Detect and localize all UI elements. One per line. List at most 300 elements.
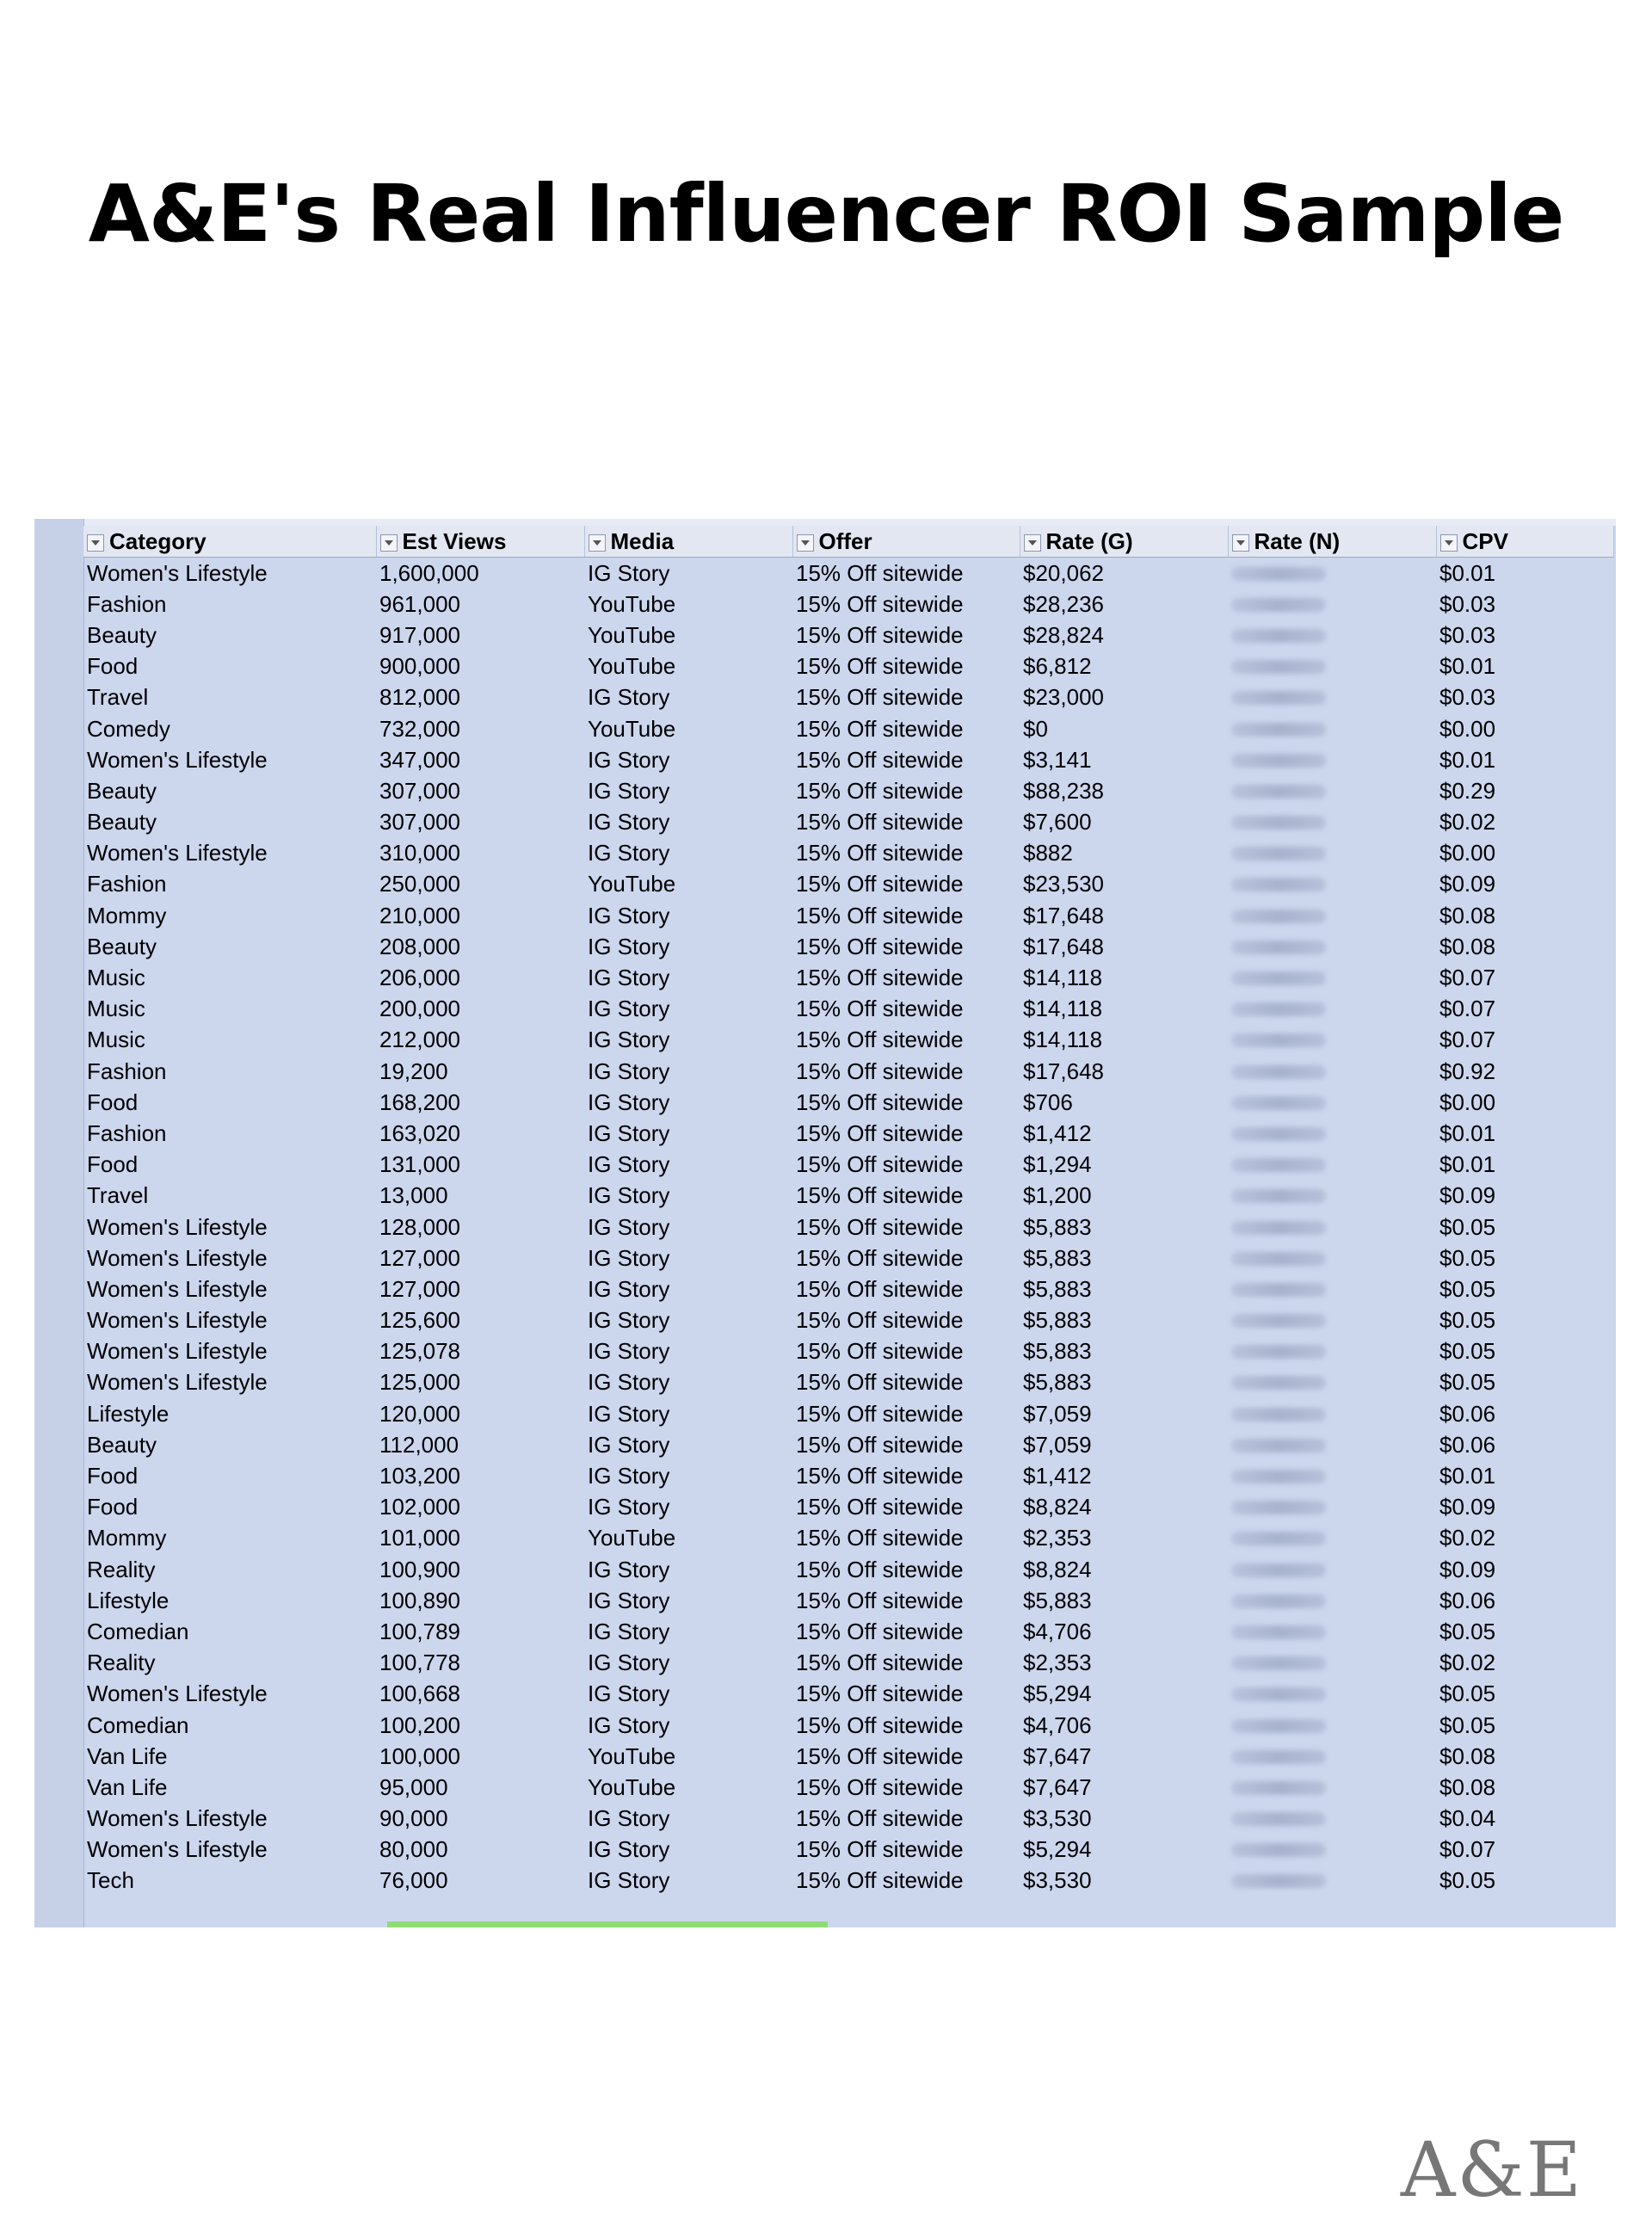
cell-rate-g: $14,118 <box>1023 965 1103 991</box>
redacted-value <box>1231 1532 1326 1545</box>
redacted-value <box>1231 1687 1326 1701</box>
column-header-media[interactable]: Media <box>584 526 792 558</box>
cell-category: Fashion <box>87 1058 167 1084</box>
cell-cpv: $0.08 <box>1439 902 1496 928</box>
cell-media: IG Story <box>588 1711 670 1738</box>
header-row <box>83 526 1613 558</box>
filter-dropdown-icon[interactable] <box>797 534 814 552</box>
cell-media: IG Story <box>588 1338 670 1365</box>
table-row <box>83 744 1613 775</box>
cell-media: IG Story <box>588 1307 670 1334</box>
column-header-rate-g[interactable]: Rate (G) <box>1020 526 1228 558</box>
cell-category: Women's Lifestyle <box>87 840 268 866</box>
redacted-value <box>1231 1656 1326 1670</box>
redacted-value <box>1231 1408 1326 1422</box>
redacted-value <box>1231 1002 1326 1016</box>
cell-est-views: 961,000 <box>379 590 460 617</box>
cell-offer: 15% Off sitewide <box>796 1773 964 1800</box>
cell-media: IG Story <box>588 840 670 866</box>
table-row <box>83 1523 1613 1554</box>
cell-cpv: $0.05 <box>1439 1711 1496 1738</box>
filter-dropdown-icon[interactable] <box>87 534 104 552</box>
cell-category: Food <box>87 1494 139 1520</box>
redacted-value <box>1231 1874 1326 1888</box>
table-row <box>83 1492 1613 1523</box>
cell-media: IG Story <box>588 1556 670 1582</box>
cell-category: Lifestyle <box>87 1400 170 1427</box>
cell-est-views: 125,078 <box>379 1338 460 1365</box>
cell-offer: 15% Off sitewide <box>796 902 964 928</box>
table-row <box>83 1087 1613 1118</box>
table-row <box>83 1118 1613 1149</box>
cell-offer: 15% Off sitewide <box>796 1618 964 1644</box>
cell-category: Beauty <box>87 809 157 836</box>
cell-media: IG Story <box>588 1587 670 1613</box>
cell-rate-n-redacted <box>1228 1460 1436 1491</box>
cell-rate-g: $5,883 <box>1023 1587 1092 1613</box>
cell-est-views: 80,000 <box>379 1836 448 1863</box>
cell-media: IG Story <box>588 1182 670 1209</box>
cell-category: Travel <box>87 684 149 711</box>
table-row <box>83 931 1613 962</box>
table-row <box>83 1181 1613 1212</box>
cell-rate-g: $7,059 <box>1023 1431 1092 1458</box>
cell-media: IG Story <box>588 684 670 711</box>
table-row <box>83 1710 1613 1741</box>
redacted-value <box>1231 723 1326 737</box>
cell-cpv: $0.05 <box>1439 1307 1496 1334</box>
cell-cpv: $0.00 <box>1439 1088 1496 1115</box>
cell-rate-n-redacted <box>1228 1710 1436 1741</box>
column-header-rate-n[interactable]: Rate (N) <box>1228 526 1436 558</box>
cell-rate-g: $17,648 <box>1023 902 1104 928</box>
table-row <box>83 1804 1613 1835</box>
cell-category: Van Life <box>87 1742 168 1769</box>
redacted-value <box>1231 1781 1326 1795</box>
cell-media: YouTube <box>588 590 676 617</box>
cell-rate-n-redacted <box>1228 900 1436 931</box>
table-row <box>83 1866 1613 1896</box>
cell-rate-n-redacted <box>1228 1492 1436 1523</box>
filter-dropdown-icon[interactable] <box>380 534 398 552</box>
cell-rate-n-redacted <box>1228 651 1436 682</box>
cell-media: IG Story <box>588 1805 670 1832</box>
cell-offer: 15% Off sitewide <box>796 1463 964 1489</box>
cell-est-views: 212,000 <box>379 1027 460 1053</box>
selection-indicator <box>387 1921 828 1927</box>
cell-category: Comedy <box>87 715 170 742</box>
cell-rate-n-redacted <box>1228 620 1436 651</box>
cell-cpv: $0.92 <box>1439 1058 1496 1084</box>
cell-rate-n-redacted <box>1228 1679 1436 1710</box>
spreadsheet-image <box>34 519 1616 1927</box>
cell-cpv: $0.02 <box>1439 1525 1496 1551</box>
cell-media: IG Story <box>588 746 670 773</box>
cell-rate-g: $706 <box>1023 1088 1073 1115</box>
redacted-value <box>1231 1719 1326 1733</box>
cell-rate-n-redacted <box>1228 1336 1436 1367</box>
cell-offer: 15% Off sitewide <box>796 1836 964 1863</box>
filter-dropdown-icon[interactable] <box>1440 534 1458 552</box>
cell-offer: 15% Off sitewide <box>796 1213 964 1240</box>
cell-offer: 15% Off sitewide <box>796 1494 964 1520</box>
cell-rate-g: $5,294 <box>1023 1836 1092 1863</box>
cell-cpv: $0.03 <box>1439 621 1496 648</box>
cell-rate-g: $23,530 <box>1023 871 1104 897</box>
cell-offer: 15% Off sitewide <box>796 1711 964 1738</box>
cell-cpv: $0.09 <box>1439 871 1496 897</box>
cell-est-views: 200,000 <box>379 996 460 1022</box>
cell-est-views: 19,200 <box>379 1058 448 1084</box>
cell-cpv: $0.07 <box>1439 1027 1496 1053</box>
cell-media: IG Story <box>588 1244 670 1271</box>
cell-rate-g: $5,883 <box>1023 1275 1092 1302</box>
cell-category: Comedian <box>87 1618 189 1644</box>
cell-rate-n-redacted <box>1228 1212 1436 1243</box>
redacted-value <box>1231 1283 1326 1297</box>
cell-rate-g: $4,706 <box>1023 1618 1092 1644</box>
cell-cpv: $0.01 <box>1439 1151 1496 1178</box>
redacted-value <box>1231 971 1326 985</box>
cell-est-views: 310,000 <box>379 840 460 866</box>
cell-rate-g: $882 <box>1023 840 1073 866</box>
cell-offer: 15% Off sitewide <box>796 684 964 711</box>
cell-offer: 15% Off sitewide <box>796 1681 964 1707</box>
cell-category: Women's Lifestyle <box>87 1275 268 1302</box>
cell-rate-n-redacted <box>1228 1648 1436 1679</box>
cell-rate-g: $5,883 <box>1023 1338 1092 1365</box>
redacted-value <box>1231 1563 1326 1577</box>
cell-cpv: $0.29 <box>1439 777 1496 804</box>
cell-est-views: 732,000 <box>379 715 460 742</box>
cell-offer: 15% Off sitewide <box>796 746 964 773</box>
cell-rate-n-redacted <box>1228 744 1436 775</box>
table-row <box>83 1429 1613 1460</box>
cell-cpv: $0.05 <box>1439 1213 1496 1240</box>
table-row <box>83 1150 1613 1181</box>
redacted-value <box>1231 1439 1326 1452</box>
cell-media: IG Story <box>588 1058 670 1084</box>
cell-offer: 15% Off sitewide <box>796 1369 964 1396</box>
cell-cpv: $0.02 <box>1439 1650 1496 1676</box>
cell-rate-g: $5,883 <box>1023 1307 1092 1334</box>
cell-rate-g: $1,294 <box>1023 1151 1092 1178</box>
cell-est-views: 100,000 <box>379 1742 460 1769</box>
cell-category: Tech <box>87 1867 134 1894</box>
brand-logo: A&E <box>1400 2125 1583 2214</box>
redacted-value <box>1231 1096 1326 1110</box>
cell-rate-n-redacted <box>1228 558 1436 589</box>
cell-est-views: 101,000 <box>379 1525 460 1551</box>
cell-category: Reality <box>87 1556 156 1582</box>
cell-offer: 15% Off sitewide <box>796 1400 964 1427</box>
cell-cpv: $0.01 <box>1439 1119 1496 1146</box>
cell-rate-n-redacted <box>1228 1429 1436 1460</box>
table-row <box>83 1554 1613 1585</box>
filter-dropdown-icon[interactable] <box>589 534 606 552</box>
cell-category: Music <box>87 965 145 991</box>
cell-est-views: 307,000 <box>379 777 460 804</box>
cell-cpv: $0.08 <box>1439 1773 1496 1800</box>
cell-rate-n-redacted <box>1228 1056 1436 1087</box>
table-row <box>83 775 1613 806</box>
table-row <box>83 1648 1613 1679</box>
cell-rate-n-redacted <box>1228 807 1436 838</box>
cell-rate-g: $7,059 <box>1023 1400 1092 1427</box>
cell-est-views: 103,200 <box>379 1463 460 1489</box>
cell-rate-n-redacted <box>1228 1741 1436 1772</box>
redacted-value <box>1231 847 1326 860</box>
cell-rate-g: $3,530 <box>1023 1867 1092 1894</box>
table-row <box>83 1741 1613 1772</box>
cell-cpv: $0.08 <box>1439 1742 1496 1769</box>
cell-rate-g: $8,824 <box>1023 1556 1092 1582</box>
cell-media: IG Story <box>588 1213 670 1240</box>
redacted-value <box>1231 1594 1326 1608</box>
cell-rate-n-redacted <box>1228 1025 1436 1056</box>
cell-offer: 15% Off sitewide <box>796 1151 964 1178</box>
cell-media: IG Story <box>588 1836 670 1863</box>
cell-est-views: 112,000 <box>379 1431 459 1458</box>
cell-category: Van Life <box>87 1773 168 1800</box>
cell-est-views: 250,000 <box>379 871 460 897</box>
cell-category: Women's Lifestyle <box>87 559 268 586</box>
cell-rate-g: $7,600 <box>1023 809 1092 836</box>
cell-cpv: $0.05 <box>1439 1681 1496 1707</box>
column-header-category[interactable]: Category <box>83 526 376 558</box>
cell-category: Food <box>87 1151 139 1178</box>
cell-category: Reality <box>87 1650 156 1676</box>
cell-est-views: 100,890 <box>379 1587 460 1613</box>
redacted-value <box>1231 816 1326 829</box>
cell-category: Mommy <box>87 902 167 928</box>
cell-rate-g: $1,412 <box>1023 1119 1092 1146</box>
redacted-value <box>1231 754 1326 768</box>
cell-offer: 15% Off sitewide <box>796 1275 964 1302</box>
filter-dropdown-icon[interactable] <box>1024 534 1041 552</box>
cell-offer: 15% Off sitewide <box>796 933 964 959</box>
table-row <box>83 1056 1613 1087</box>
cell-offer: 15% Off sitewide <box>796 1058 964 1084</box>
cell-cpv: $0.06 <box>1439 1400 1496 1427</box>
cell-media: YouTube <box>588 715 676 742</box>
cell-category: Fashion <box>87 590 167 617</box>
cell-offer: 15% Off sitewide <box>796 1119 964 1146</box>
cell-media: YouTube <box>588 1742 676 1769</box>
redacted-value <box>1231 1252 1326 1266</box>
cell-est-views: 13,000 <box>379 1182 448 1209</box>
cell-est-views: 100,900 <box>379 1556 460 1582</box>
cell-rate-n-redacted <box>1228 1087 1436 1118</box>
cell-est-views: 900,000 <box>379 653 460 680</box>
table-row <box>83 994 1613 1025</box>
table-row <box>83 1835 1613 1866</box>
cell-media: IG Story <box>588 1618 670 1644</box>
cell-est-views: 210,000 <box>379 902 460 928</box>
cell-category: Mommy <box>87 1525 167 1551</box>
cell-rate-g: $3,141 <box>1023 746 1092 773</box>
redacted-value <box>1231 1221 1326 1235</box>
redacted-value <box>1231 1625 1326 1639</box>
cell-rate-g: $28,236 <box>1023 590 1104 617</box>
table-row <box>83 1679 1613 1710</box>
cell-cpv: $0.07 <box>1439 965 1496 991</box>
cell-media: YouTube <box>588 871 676 897</box>
cell-media: IG Story <box>588 1151 670 1178</box>
table-row <box>83 1460 1613 1491</box>
table-row <box>83 869 1613 900</box>
table-row <box>83 1305 1613 1336</box>
cell-rate-n-redacted <box>1228 1616 1436 1647</box>
cell-media: IG Story <box>588 1369 670 1396</box>
redacted-value <box>1231 629 1326 643</box>
redacted-value <box>1231 1501 1326 1514</box>
table-row <box>83 838 1613 869</box>
cell-media: YouTube <box>588 621 676 648</box>
cell-cpv: $0.05 <box>1439 1618 1496 1644</box>
cell-est-views: 127,000 <box>379 1244 460 1271</box>
table-row <box>83 713 1613 744</box>
cell-cpv: $0.05 <box>1439 1275 1496 1302</box>
cell-est-views: 307,000 <box>379 809 460 836</box>
cell-category: Music <box>87 996 145 1022</box>
cell-offer: 15% Off sitewide <box>796 1307 964 1334</box>
cell-offer: 15% Off sitewide <box>796 996 964 1022</box>
cell-cpv: $0.03 <box>1439 684 1496 711</box>
cell-rate-g: $4,706 <box>1023 1711 1092 1738</box>
cell-cpv: $0.02 <box>1439 809 1496 836</box>
column-header-cpv[interactable]: CPV <box>1436 526 1613 558</box>
cell-category: Lifestyle <box>87 1587 170 1613</box>
cell-rate-g: $17,648 <box>1023 933 1104 959</box>
cell-cpv: $0.06 <box>1439 1587 1496 1613</box>
cell-est-views: 76,000 <box>379 1867 448 1894</box>
redacted-value <box>1231 691 1326 705</box>
cell-offer: 15% Off sitewide <box>796 871 964 897</box>
cell-est-views: 100,668 <box>379 1681 460 1707</box>
cell-media: IG Story <box>588 1119 670 1146</box>
cell-est-views: 208,000 <box>379 933 460 959</box>
cell-est-views: 127,000 <box>379 1275 460 1302</box>
cell-category: Women's Lifestyle <box>87 1836 268 1863</box>
column-header-est-views[interactable]: Est Views <box>376 526 584 558</box>
cell-rate-g: $1,200 <box>1023 1182 1092 1209</box>
cell-offer: 15% Off sitewide <box>796 777 964 804</box>
redacted-value <box>1231 1812 1326 1826</box>
cell-rate-n-redacted <box>1228 994 1436 1025</box>
cell-media: IG Story <box>588 902 670 928</box>
cell-offer: 15% Off sitewide <box>796 621 964 648</box>
cell-rate-g: $5,294 <box>1023 1681 1092 1707</box>
cell-rate-n-redacted <box>1228 682 1436 713</box>
cell-category: Travel <box>87 1182 149 1209</box>
cell-offer: 15% Off sitewide <box>796 1027 964 1053</box>
cell-cpv: $0.07 <box>1439 996 1496 1022</box>
cell-media: IG Story <box>588 933 670 959</box>
cell-offer: 15% Off sitewide <box>796 965 964 991</box>
cell-rate-g: $7,647 <box>1023 1742 1092 1769</box>
cell-cpv: $0.01 <box>1439 559 1496 586</box>
cell-media: IG Story <box>588 1681 670 1707</box>
redacted-value <box>1231 878 1326 891</box>
table-row <box>83 558 1613 589</box>
redacted-value <box>1231 1470 1326 1483</box>
cell-est-views: 131,000 <box>379 1151 460 1178</box>
row-gutter <box>34 519 84 1927</box>
redacted-value <box>1231 1033 1326 1047</box>
cell-cpv: $0.05 <box>1439 1244 1496 1271</box>
cell-rate-n-redacted <box>1228 1523 1436 1554</box>
table-row <box>83 900 1613 931</box>
filter-dropdown-icon[interactable] <box>1232 534 1249 552</box>
cell-offer: 15% Off sitewide <box>796 1338 964 1365</box>
cell-category: Women's Lifestyle <box>87 746 268 773</box>
cell-media: IG Story <box>588 1431 670 1458</box>
cell-rate-g: $2,353 <box>1023 1650 1092 1676</box>
roi-table <box>83 526 1614 1896</box>
cell-category: Food <box>87 1088 139 1115</box>
cell-media: IG Story <box>588 1275 670 1302</box>
cell-offer: 15% Off sitewide <box>796 1587 964 1613</box>
redacted-value <box>1231 1158 1326 1172</box>
cell-rate-g: $5,883 <box>1023 1213 1092 1240</box>
cell-media: IG Story <box>588 1867 670 1894</box>
cell-media: IG Story <box>588 996 670 1022</box>
cell-cpv: $0.01 <box>1439 653 1496 680</box>
cell-offer: 15% Off sitewide <box>796 1867 964 1894</box>
cell-category: Women's Lifestyle <box>87 1681 268 1707</box>
cell-rate-g: $1,412 <box>1023 1463 1092 1489</box>
cell-rate-g: $5,883 <box>1023 1244 1092 1271</box>
cell-rate-g: $23,000 <box>1023 684 1104 711</box>
cell-rate-n-redacted <box>1228 869 1436 900</box>
cell-media: IG Story <box>588 777 670 804</box>
cell-category: Fashion <box>87 1119 167 1146</box>
cell-cpv: $0.07 <box>1439 1836 1496 1863</box>
cell-category: Beauty <box>87 1431 157 1458</box>
cell-offer: 15% Off sitewide <box>796 1742 964 1769</box>
cell-cpv: $0.09 <box>1439 1556 1496 1582</box>
cell-est-views: 100,778 <box>379 1650 460 1676</box>
cell-rate-g: $14,118 <box>1023 996 1103 1022</box>
redacted-value <box>1231 1314 1326 1328</box>
cell-rate-n-redacted <box>1228 931 1436 962</box>
cell-category: Fashion <box>87 871 167 897</box>
cell-rate-g: $17,648 <box>1023 1058 1104 1084</box>
cell-rate-n-redacted <box>1228 1367 1436 1398</box>
column-header-offer[interactable]: Offer <box>792 526 1020 558</box>
cell-rate-n-redacted <box>1228 1150 1436 1181</box>
cell-rate-n-redacted <box>1228 1118 1436 1149</box>
cell-rate-n-redacted <box>1228 1866 1436 1896</box>
cell-rate-n-redacted <box>1228 1243 1436 1274</box>
cell-offer: 15% Off sitewide <box>796 1088 964 1115</box>
table-row <box>83 1616 1613 1647</box>
cell-est-views: 125,600 <box>379 1307 460 1334</box>
redacted-value <box>1231 1065 1326 1079</box>
table-row <box>83 1212 1613 1243</box>
redacted-value <box>1231 660 1326 674</box>
sheet-top-border <box>34 519 1616 526</box>
cell-category: Food <box>87 1463 139 1489</box>
cell-rate-n-redacted <box>1228 1305 1436 1336</box>
cell-offer: 15% Off sitewide <box>796 590 964 617</box>
cell-est-views: 100,789 <box>379 1618 460 1644</box>
cell-category: Beauty <box>87 933 157 959</box>
table-row <box>83 962 1613 993</box>
cell-est-views: 125,000 <box>379 1369 460 1396</box>
cell-category: Comedian <box>87 1711 189 1738</box>
